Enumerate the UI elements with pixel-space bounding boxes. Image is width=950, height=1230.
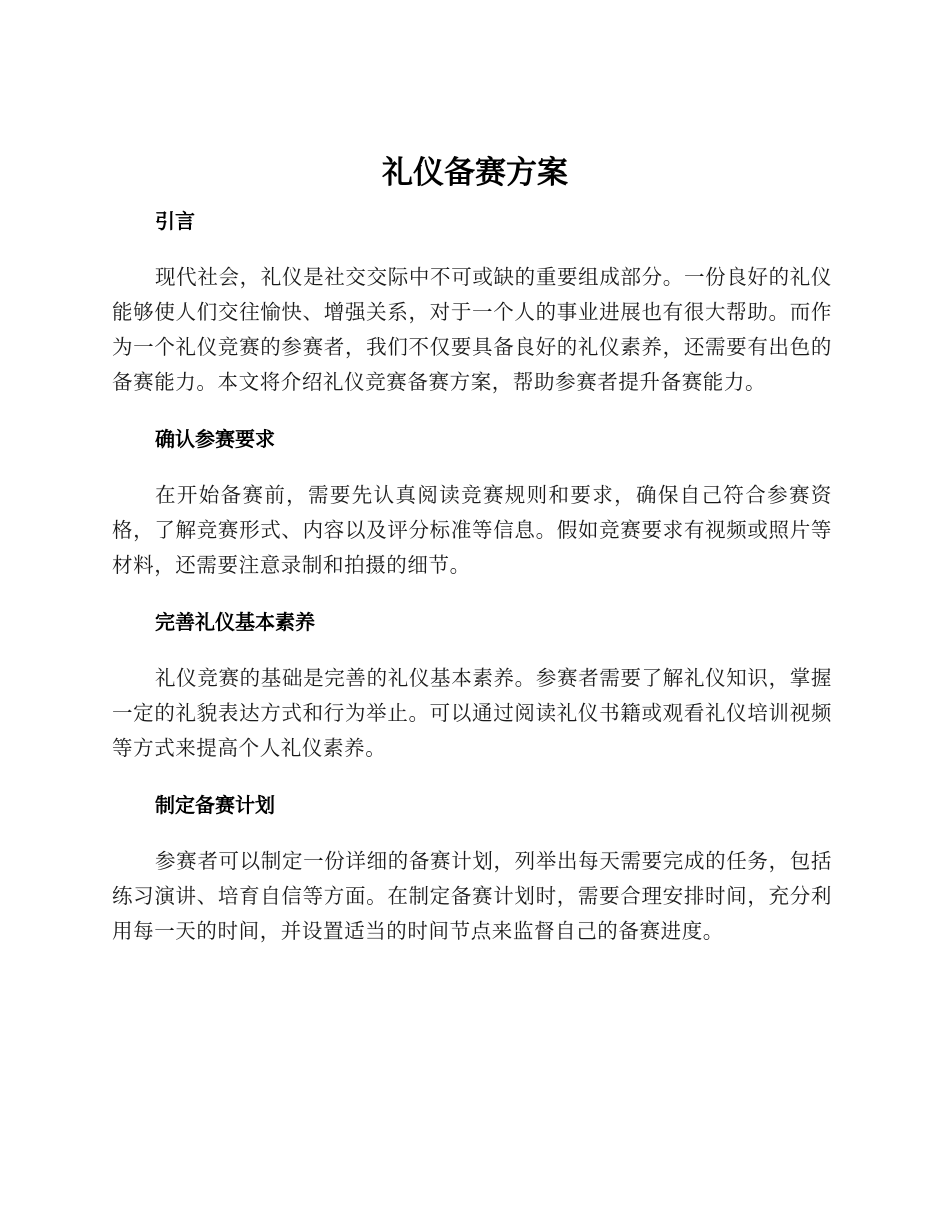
section-heading-etiquette-basics: 完善礼仪基本素养 — [155, 610, 315, 634]
section-paragraph-requirements: 在开始备赛前，需要先认真阅读竞赛规则和要求，确保自己符合参赛资格，了解竞赛形式、内容以及评分标准等信息。假如竞赛要求有视频或照片等材料，还需要注意录制和拍摄的细节。 — [112, 483, 832, 577]
section-paragraph-plan: 参赛者可以制定一份详细的备赛计划，列举出每天需要完成的任务，包括练习演讲、培育自信等方面。在制定备赛计划时，需要合理安排时间，充分利用每一天的时间，并设置适当的时间节点来监督自己的备赛进度。 — [112, 849, 832, 943]
section-heading-requirements: 确认参赛要求 — [155, 427, 275, 451]
section-paragraph-introduction: 现代社会，礼仪是社交交际中不可或缺的重要组成部分。一份良好的礼仪能够使人们交往愉快、增强关系，对于一个人的事业进展也有很大帮助。而作为一个礼仪竞赛的参赛者，我们不仅要具备良好的礼仪素养，还需要有出色的备赛能力。本文将介绍礼仪竞赛备赛方案，帮助参赛者提升备赛能力。 — [112, 265, 832, 394]
document-title: 礼仪备赛方案 — [382, 155, 568, 191]
section-heading-plan: 制定备赛计划 — [155, 793, 275, 817]
section-paragraph-etiquette-basics: 礼仪竞赛的基础是完善的礼仪基本素养。参赛者需要了解礼仪知识，掌握一定的礼貌表达方式和行为举止。可以通过阅读礼仪书籍或观看礼仪培训视频等方式来提高个人礼仪素养。 — [112, 666, 832, 760]
document-body — [112, 200, 832, 949]
section-heading-introduction: 引言 — [155, 209, 195, 233]
